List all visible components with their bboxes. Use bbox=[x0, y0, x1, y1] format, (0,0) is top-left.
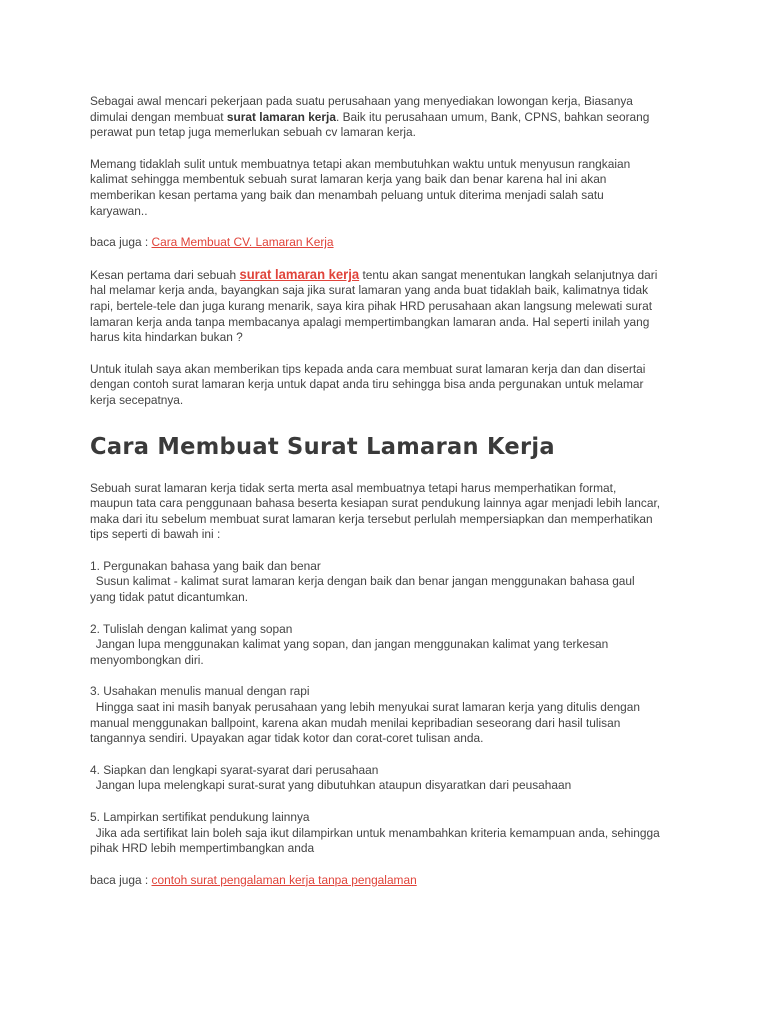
document-page bbox=[90, 94, 660, 904]
tip-item-2 bbox=[90, 622, 660, 669]
intro-p1-text-before: Sebagai awal mencari pekerjaan pada suatu perusahaan yang menyediakan lowongan kerja, Biasanya dimulai dengan membuat bbox=[90, 94, 633, 124]
intro-paragraph-1 bbox=[90, 94, 660, 141]
section-intro-paragraph: Sebuah surat lamaran kerja tidak serta merta asal membuatnya tetapi harus memperhatikan format, maupun tata cara penggunaan bahasa beserta kesiapan surat pendukung lainnya agar menjadi lebih lancar, maka dari itu sebelum membuat surat lamaran kerja tersebut perlulah mempersiapkan dan memperhatikan tips seperti di bawah ini : bbox=[90, 480, 661, 542]
read-also-prefix-2: baca juga : bbox=[90, 872, 152, 887]
tip-description: Hingga saat ini masih banyak perusahaan yang lebih menyukai surat lamaran kerja yang ditulis dengan manual menggunakan ballpoint, karena akan mudah menilai kepribadian seseorang dari hasil tulisan tangannya sendiri. Upayakan agar tidak kotor dan corat-coret tulisan anda. bbox=[90, 700, 640, 746]
read-also-line-1 bbox=[90, 235, 660, 251]
tip-title: 2. Tulislah dengan kalimat yang sopan bbox=[90, 621, 293, 636]
intro-p1-text-after: . Baik itu perusahaan umum, Bank, CPNS, bahkan seorang perawat pun tetap juga memerlukan sebuah cv lamaran kerja. bbox=[90, 109, 650, 140]
surat-lamaran-kerja-link[interactable]: surat lamaran kerja bbox=[239, 266, 360, 282]
read-also-link-cv[interactable]: Cara Membuat CV. Lamaran Kerja bbox=[151, 235, 334, 250]
tip-title: 3. Usahakan menulis manual dengan rapi bbox=[90, 684, 310, 699]
tip-description: Susun kalimat - kalimat surat lamaran kerja dengan baik dan benar jangan menggunakan bahasa gaul yang tidak patut dicantumkan. bbox=[90, 574, 635, 605]
intro-p3-text-after: tentu akan sangat menentukan langkah selanjutnya dari hal melamar kerja anda, bayangkan saja jika surat lamaran yang anda buat tidaklah baik, kalimatnya tidak rapi, bertele-tele dan juga kurang menarik, saya kira pihak HRD perusahaan akan langsung melewati surat lamaran kerja anda tanpa membacanya apalagi mempertimbangkan lamaran anda. Hal seperti inilah yang harus kita hindarkan bukan ? bbox=[90, 267, 658, 345]
intro-paragraph-2: Memang tidaklah sulit untuk membuatnya tetapi akan membutuhkan waktu untuk menyusun rangkaian kalimat sehingga membentuk sebuah surat lamaran kerja yang baik dan benar karena hal ini akan memberikan kesan pertama yang baik dan menambah peluang untuk diterima menjadi salah satu karyawan.. bbox=[90, 156, 631, 218]
tip-title: 1. Pergunakan bahasa yang baik dan benar bbox=[90, 558, 321, 573]
intro-paragraph-4: Untuk itulah saya akan memberikan tips kepada anda cara membuat surat lamaran kerja dan dan disertai dengan contoh surat lamaran kerja untuk dapat anda tiru sehingga bisa anda pergunakan untuk melamar kerja secepatnya. bbox=[90, 361, 646, 407]
tips-list bbox=[90, 559, 660, 857]
tip-title: 4. Siapkan dan lengkapi syarat-syarat dari perusahaan bbox=[90, 762, 379, 777]
tip-description: Jangan lupa menggunakan kalimat yang sopan, dan jangan menggunakan kalimat yang terkesan menyombongkan diri. bbox=[90, 637, 609, 667]
read-also-prefix-1: baca juga : bbox=[90, 235, 152, 250]
tip-description: Jangan lupa melengkapi surat-surat yang dibutuhkan ataupun disyaratkan dari peusahaan bbox=[95, 778, 572, 793]
read-also-line-2 bbox=[90, 873, 660, 889]
tip-item-5 bbox=[90, 810, 660, 857]
tip-item-1 bbox=[90, 559, 660, 606]
section-heading: Cara Membuat Surat Lamaran Kerja bbox=[90, 431, 555, 460]
intro-p3-text-before: Kesan pertama dari sebuah bbox=[90, 267, 240, 282]
tip-item-3 bbox=[90, 684, 660, 746]
intro-paragraph-3 bbox=[90, 267, 660, 346]
intro-p1-bold-keyword: surat lamaran kerja bbox=[226, 109, 336, 124]
tip-item-4 bbox=[90, 763, 660, 794]
tip-title: 5. Lampirkan sertifikat pendukung lainnya bbox=[90, 810, 310, 824]
tip-description: Jika ada sertifikat lain boleh saja ikut dilampirkan untuk menambahkan kriteria kemampuan anda, sehingga pihak HRD lebih mempertimbangkan anda bbox=[90, 825, 660, 856]
read-also-link-pengalaman[interactable]: contoh surat pengalaman kerja tanpa pengalaman bbox=[151, 872, 417, 887]
